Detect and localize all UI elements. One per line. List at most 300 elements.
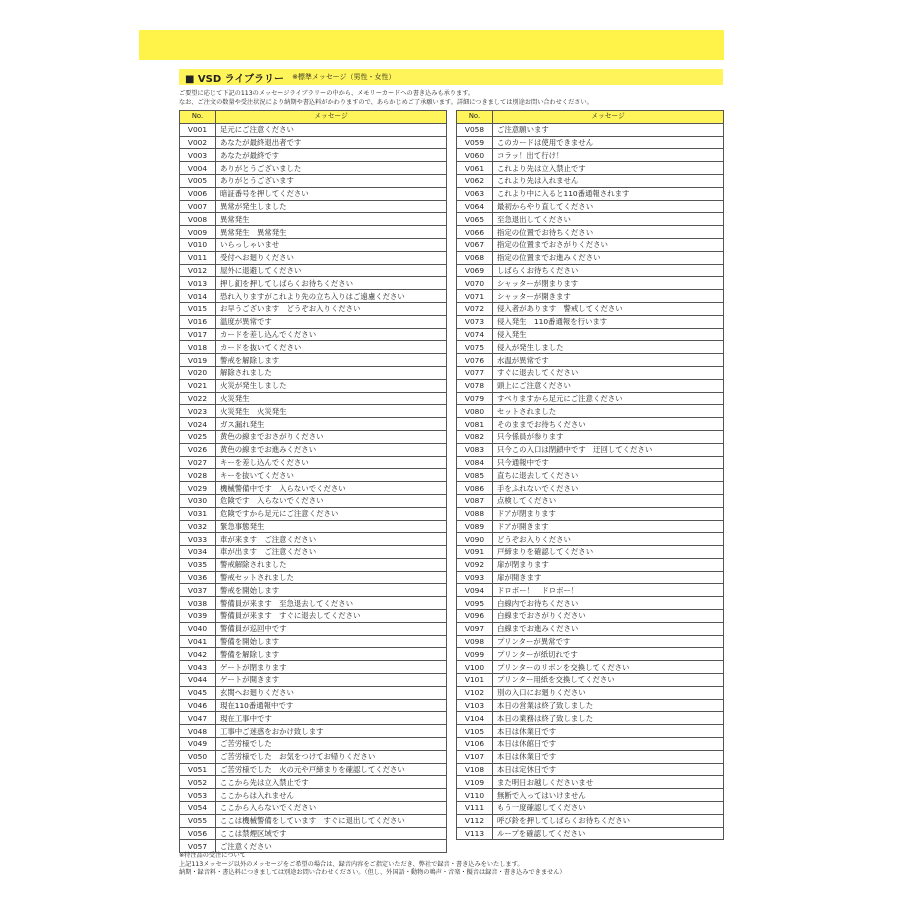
message-number: V012 [180, 264, 216, 277]
message-text: 呼び鈴を押してしばらくお待ちください [493, 814, 724, 827]
table-row [180, 392, 447, 405]
table-row [180, 610, 447, 623]
message-text: ご苦労様でした 火の元や戸締まりを確認してください [216, 763, 447, 776]
message-number: V004 [180, 162, 216, 175]
message-text: 本日の業務は終了致しました [493, 712, 724, 725]
message-number: V025 [180, 430, 216, 443]
message-text: あなたが最終です [216, 149, 447, 162]
table-row [457, 136, 724, 149]
table-row [457, 738, 724, 751]
message-number: V028 [180, 469, 216, 482]
message-number: V065 [457, 213, 493, 226]
message-text: これより先は立入禁止です [493, 162, 724, 175]
message-text: ご苦労様でした [216, 738, 447, 751]
table-row [180, 469, 447, 482]
message-text: これより先は入れません [493, 174, 724, 187]
table-row [457, 213, 724, 226]
table-row [457, 405, 724, 418]
message-number: V007 [180, 200, 216, 213]
table-row [457, 162, 724, 175]
message-number: V042 [180, 648, 216, 661]
message-text: 火災発生 [216, 392, 447, 405]
message-text: キーを抜いてください [216, 469, 447, 482]
message-text: 侵入発生 [493, 328, 724, 341]
message-text: ゲートが閉まります [216, 661, 447, 674]
message-text: 機械警備中です 入らないでください [216, 482, 447, 495]
note-line: 上記113メッセージ以外のメッセージをご希望の場合は、録音内容をご指定いただき、弊社で録音・書き込みをいたします。 [179, 860, 524, 868]
table-row [457, 354, 724, 367]
message-text: ここは禁煙区域です [216, 827, 447, 840]
message-table-left [179, 110, 447, 853]
message-number: V079 [457, 392, 493, 405]
table-header-row [457, 111, 724, 124]
table-row [457, 251, 724, 264]
table-row [180, 418, 447, 431]
message-number: V048 [180, 725, 216, 738]
section-subtitle: ※標準メッセージ（男性・女性） [292, 73, 396, 81]
table-row [180, 686, 447, 699]
message-text: 警備を解除します [216, 648, 447, 661]
message-text: プリンターのリボンを交換してください [493, 661, 724, 674]
message-text: ガス漏れ発生 [216, 418, 447, 431]
message-number: V029 [180, 482, 216, 495]
intro-text [179, 89, 724, 107]
message-text: 足元にご注意ください [216, 123, 447, 136]
table-row [457, 341, 724, 354]
table-row [457, 507, 724, 520]
message-text: 警戒を解除します [216, 354, 447, 367]
table-row [457, 686, 724, 699]
table-row [457, 302, 724, 315]
table-row [180, 200, 447, 213]
message-number: V088 [457, 507, 493, 520]
message-text: 異常発生 異常発生 [216, 226, 447, 239]
table-row [180, 763, 447, 776]
message-text: 緊急事態発生 [216, 520, 447, 533]
message-number: V100 [457, 661, 493, 674]
table-row [457, 264, 724, 277]
table-row [457, 648, 724, 661]
table-row [457, 174, 724, 187]
message-number: V055 [180, 814, 216, 827]
message-table-right [456, 110, 724, 840]
table-row [180, 546, 447, 559]
message-number: V003 [180, 149, 216, 162]
message-number: V011 [180, 251, 216, 264]
message-text: 白線までお進みください [493, 622, 724, 635]
message-number: V112 [457, 814, 493, 827]
message-number: V094 [457, 584, 493, 597]
table-row [457, 802, 724, 815]
table-row [180, 226, 447, 239]
message-number: V103 [457, 699, 493, 712]
table-row [180, 674, 447, 687]
message-number: V022 [180, 392, 216, 405]
table-row [180, 699, 447, 712]
table-row [180, 251, 447, 264]
table-row [180, 405, 447, 418]
message-number: V034 [180, 546, 216, 559]
message-number: V085 [457, 469, 493, 482]
table-row [457, 392, 724, 405]
message-text: 玄関へお廻りください [216, 686, 447, 699]
message-number: V111 [457, 802, 493, 815]
table-row [180, 264, 447, 277]
message-number: V040 [180, 622, 216, 635]
table-row [180, 661, 447, 674]
message-number: V077 [457, 366, 493, 379]
table-row [457, 546, 724, 559]
message-number: V046 [180, 699, 216, 712]
message-number: V060 [457, 149, 493, 162]
message-text: 車が出ます ご注意ください [216, 546, 447, 559]
message-text: ドアが閉まります [493, 507, 724, 520]
table-row [180, 802, 447, 815]
message-text: ここから先は立入禁止です [216, 776, 447, 789]
message-text: 火災が発生しました [216, 379, 447, 392]
message-text: 恐れ入りますがこれより先の立ち入りはご遠慮ください [216, 290, 447, 303]
table-row [180, 341, 447, 354]
table-row [457, 814, 724, 827]
message-text: 白線までおさがりください [493, 610, 724, 623]
message-number: V110 [457, 789, 493, 802]
message-number: V096 [457, 610, 493, 623]
message-text: ここから入らないでください [216, 802, 447, 815]
table-row [457, 469, 724, 482]
table-row [457, 789, 724, 802]
section-title-bar [179, 69, 723, 85]
column-header-message: メッセージ [216, 111, 447, 124]
message-text: 警戒を開始します [216, 584, 447, 597]
message-number: V113 [457, 827, 493, 840]
message-text: 侵入発生 110番通報を行います [493, 315, 724, 328]
message-number: V070 [457, 277, 493, 290]
message-number: V045 [180, 686, 216, 699]
message-number: V041 [180, 635, 216, 648]
table-row [457, 328, 724, 341]
message-text: コラッ！出て行け！ [493, 149, 724, 162]
message-text: 温度が異常です [216, 315, 447, 328]
message-text: 只今この入口は閉鎖中です 迂回してください [493, 443, 724, 456]
message-text: ご注意ください [216, 840, 447, 853]
message-number: V031 [180, 507, 216, 520]
table-row [180, 725, 447, 738]
table-row [457, 226, 724, 239]
message-text: 指定の位置でお待ちください [493, 226, 724, 239]
message-number: V032 [180, 520, 216, 533]
message-text: 侵入者があります 警戒してください [493, 302, 724, 315]
note-line: 納期・録音料・書込料につきましては別途お問い合わせください。（但し、外国語・動物の鳴声・音楽・擬音は録音・書き込みできません） [179, 869, 566, 877]
message-text: 警戒セットされました [216, 571, 447, 584]
message-number: V035 [180, 558, 216, 571]
message-text: 指定の位置までおさがりください [493, 238, 724, 251]
message-number: V073 [457, 315, 493, 328]
message-number: V043 [180, 661, 216, 674]
message-text: 危険です 入らないでください [216, 494, 447, 507]
message-text: 手をふれないでください [493, 482, 724, 495]
message-number: V061 [457, 162, 493, 175]
message-text: 車が来ます ご注意ください [216, 533, 447, 546]
message-number: V106 [457, 738, 493, 751]
message-text: すぐに退去してください [493, 366, 724, 379]
table-row [180, 648, 447, 661]
message-text: あなたが最終退出者です [216, 136, 447, 149]
message-number: V107 [457, 750, 493, 763]
message-text: 扉が閉まります [493, 558, 724, 571]
message-number: V058 [457, 123, 493, 136]
table-row [180, 750, 447, 763]
message-text: 白線内でお待ちください [493, 597, 724, 610]
message-text: いらっしゃいませ [216, 238, 447, 251]
table-row [457, 533, 724, 546]
message-text: 火災発生 火災発生 [216, 405, 447, 418]
table-row [457, 610, 724, 623]
section-title: ■ VSD ライブラリー [185, 73, 285, 85]
message-text: 戸締まりを確認してください [493, 546, 724, 559]
table-row [457, 674, 724, 687]
message-text: また明日お越しくださいませ [493, 776, 724, 789]
message-text: ありがとうございます [216, 174, 447, 187]
column-header-message: メッセージ [493, 111, 724, 124]
message-number: V057 [180, 840, 216, 853]
message-number: V009 [180, 226, 216, 239]
message-number: V091 [457, 546, 493, 559]
message-number: V063 [457, 187, 493, 200]
message-number: V010 [180, 238, 216, 251]
message-number: V059 [457, 136, 493, 149]
message-text: ここからは入れません [216, 789, 447, 802]
message-number: V076 [457, 354, 493, 367]
table-row [180, 584, 447, 597]
message-text: ゲートが開きます [216, 674, 447, 687]
message-number: V075 [457, 341, 493, 354]
message-number: V049 [180, 738, 216, 751]
message-number: V051 [180, 763, 216, 776]
message-text: 指定の位置までお進みください [493, 251, 724, 264]
table-row [457, 123, 724, 136]
table-row [457, 712, 724, 725]
message-text: ドロボー！ ドロボー！ [493, 584, 724, 597]
table-row [180, 456, 447, 469]
message-number: V054 [180, 802, 216, 815]
message-number: V069 [457, 264, 493, 277]
message-text: 頭上にご注意ください [493, 379, 724, 392]
message-number: V018 [180, 341, 216, 354]
message-text: 無断で入ってはいけません [493, 789, 724, 802]
message-number: V081 [457, 418, 493, 431]
message-text: 押し釦を押してしばらくお待ちください [216, 277, 447, 290]
message-number: V072 [457, 302, 493, 315]
message-text: 屋外に退避してください [216, 264, 447, 277]
message-number: V067 [457, 238, 493, 251]
header-banner [139, 30, 724, 60]
table-row [180, 558, 447, 571]
message-text: 異常が発生しました [216, 200, 447, 213]
table-row [180, 136, 447, 149]
message-number: V097 [457, 622, 493, 635]
table-row [457, 379, 724, 392]
message-number: V099 [457, 648, 493, 661]
message-text: ありがとうございました [216, 162, 447, 175]
column-header-no: No. [457, 111, 493, 124]
table-row [457, 558, 724, 571]
message-number: V036 [180, 571, 216, 584]
message-number: V005 [180, 174, 216, 187]
message-text: 至急退出してください [493, 213, 724, 226]
intro-line: なお、ご注文の数量や受注状況により納期や書込料がかわりますので、あらかじめご了承願います。詳細につきましては別途お問い合わせください。 [179, 99, 593, 106]
message-text: 黄色の線までお進みください [216, 443, 447, 456]
table-row [180, 187, 447, 200]
message-number: V102 [457, 686, 493, 699]
message-text: 暗証番号を押してください [216, 187, 447, 200]
table-row [457, 366, 724, 379]
message-text: ループを確認してください [493, 827, 724, 840]
table-row [180, 238, 447, 251]
message-number: V006 [180, 187, 216, 200]
table-row [180, 520, 447, 533]
message-text: 警備員が巡回中です [216, 622, 447, 635]
message-text: キーを差し込んでください [216, 456, 447, 469]
message-number: V082 [457, 430, 493, 443]
table-row [180, 507, 447, 520]
message-number: V039 [180, 610, 216, 623]
table-row [457, 290, 724, 303]
message-number: V090 [457, 533, 493, 546]
table-row [180, 635, 447, 648]
table-row [457, 200, 724, 213]
message-number: V017 [180, 328, 216, 341]
message-number: V093 [457, 571, 493, 584]
table-row [180, 738, 447, 751]
message-text: 異常発生 [216, 213, 447, 226]
message-number: V015 [180, 302, 216, 315]
table-row [180, 622, 447, 635]
table-row [457, 430, 724, 443]
message-number: V087 [457, 494, 493, 507]
table-row [180, 328, 447, 341]
table-row [457, 584, 724, 597]
message-text: プリンターが紙切れです [493, 648, 724, 661]
table-row [457, 622, 724, 635]
message-number: V074 [457, 328, 493, 341]
table-row [457, 494, 724, 507]
table-row [180, 290, 447, 303]
message-number: V019 [180, 354, 216, 367]
message-text: 直ちに退去してください [493, 469, 724, 482]
message-number: V101 [457, 674, 493, 687]
table-row [457, 725, 724, 738]
message-text: カードを差し込んでください [216, 328, 447, 341]
message-number: V104 [457, 712, 493, 725]
table-row [180, 840, 447, 853]
table-row [457, 763, 724, 776]
message-number: V105 [457, 725, 493, 738]
table-row [457, 238, 724, 251]
message-number: V053 [180, 789, 216, 802]
message-number: V038 [180, 597, 216, 610]
message-text: 只今係員が参ります [493, 430, 724, 443]
table-row [457, 418, 724, 431]
message-number: V083 [457, 443, 493, 456]
message-text: 現在工事中です [216, 712, 447, 725]
message-text: 警備を開始します [216, 635, 447, 648]
table-row [180, 482, 447, 495]
message-text: カードを抜いてください [216, 341, 447, 354]
table-row [180, 315, 447, 328]
message-number: V056 [180, 827, 216, 840]
table-header-row [180, 111, 447, 124]
table-row [180, 533, 447, 546]
message-text: 警備員が来ます 至急退去してください [216, 597, 447, 610]
message-number: V020 [180, 366, 216, 379]
message-text: 黄色の線までおさがりください [216, 430, 447, 443]
table-row [457, 750, 724, 763]
message-text: プリンター用紙を交換してください [493, 674, 724, 687]
note-line: ※特注品の受注について [179, 852, 246, 859]
table-row [180, 354, 447, 367]
table-row [180, 814, 447, 827]
message-number: V030 [180, 494, 216, 507]
intro-line: ご要望に応じて下記の113のメッセージライブラリーの中から、メモリーカードへの書き込みも承ります。 [179, 90, 475, 97]
table-row [180, 789, 447, 802]
message-text: シャッターが開きます [493, 290, 724, 303]
message-text: すべりますから足元にご注意ください [493, 392, 724, 405]
message-text: 本日は定休日です [493, 763, 724, 776]
message-number: V021 [180, 379, 216, 392]
message-number: V008 [180, 213, 216, 226]
message-text: もう一度確認してください [493, 802, 724, 815]
message-text: シャッターが閉まります [493, 277, 724, 290]
message-text: 最初からやり直してください [493, 200, 724, 213]
message-number: V062 [457, 174, 493, 187]
table-row [457, 597, 724, 610]
message-number: V068 [457, 251, 493, 264]
order-notes [179, 852, 724, 878]
message-text: 只今通報中です [493, 456, 724, 469]
table-row [457, 149, 724, 162]
message-text: 点検してください [493, 494, 724, 507]
message-number: V108 [457, 763, 493, 776]
message-number: V027 [180, 456, 216, 469]
message-text: ここは機械警備をしています すぐに退出してください [216, 814, 447, 827]
message-text: プリンターが異常です [493, 635, 724, 648]
table-row [180, 712, 447, 725]
message-text: 本日は休業日です [493, 750, 724, 763]
message-number: V089 [457, 520, 493, 533]
column-header-no: No. [180, 111, 216, 124]
message-number: V050 [180, 750, 216, 763]
table-row [457, 699, 724, 712]
message-number: V064 [457, 200, 493, 213]
table-row [180, 174, 447, 187]
table-row [457, 277, 724, 290]
message-number: V037 [180, 584, 216, 597]
table-row [457, 443, 724, 456]
message-text: 本日は休業日です [493, 725, 724, 738]
message-text: 警備員が来ます すぐに退去してください [216, 610, 447, 623]
table-row [180, 213, 447, 226]
message-number: V016 [180, 315, 216, 328]
table-row [180, 277, 447, 290]
message-text: 本日は休館日です [493, 738, 724, 751]
message-text: 現在110番通報中です [216, 699, 447, 712]
table-row [457, 187, 724, 200]
message-number: V047 [180, 712, 216, 725]
message-text: ご注意願います [493, 123, 724, 136]
table-row [180, 149, 447, 162]
message-text: 警戒解除されました [216, 558, 447, 571]
table-row [180, 494, 447, 507]
